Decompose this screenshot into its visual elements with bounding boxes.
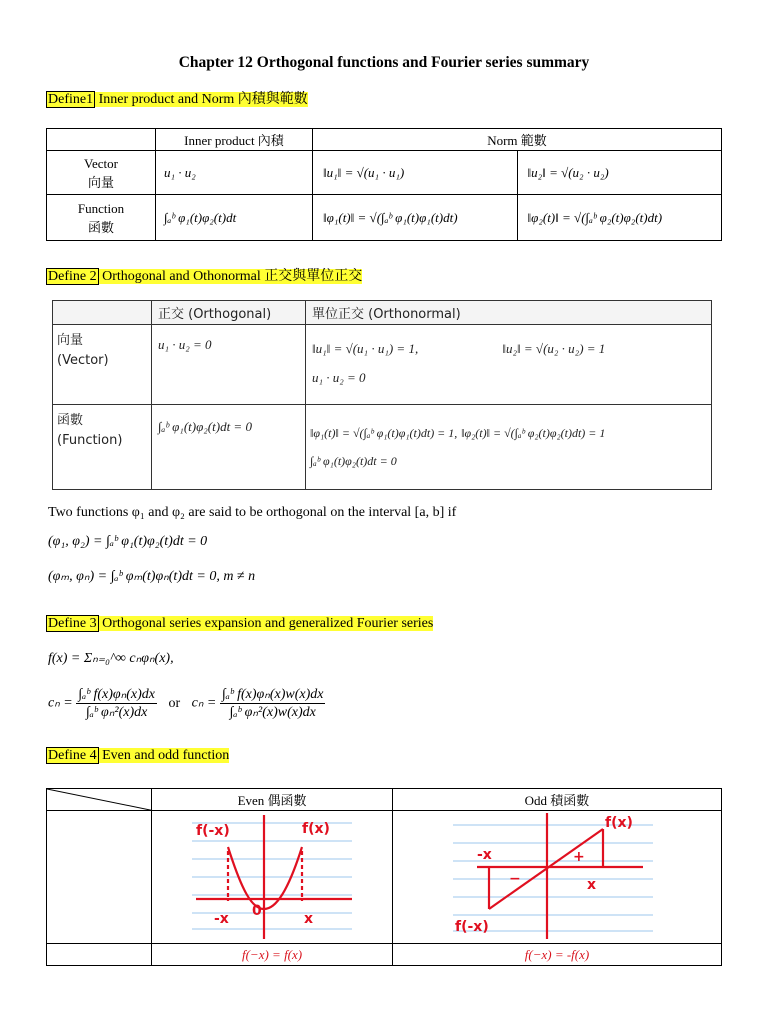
header-orthonormal: 單位正交 (Orthonormal) — [306, 301, 712, 325]
odd-label-minus: − — [509, 871, 521, 887]
define4-text: Even and odd function — [98, 748, 230, 763]
even-odd-table — [46, 788, 722, 966]
row-label-vector: Vector 向量 — [47, 151, 156, 195]
header-odd: Odd 積函數 — [393, 789, 722, 811]
header-even: Even 偶函數 — [152, 789, 393, 811]
even-function-sketch — [152, 811, 390, 939]
odd-label-x: x — [587, 877, 597, 893]
orthogonal-equation-1: (φ₁, φ₂) = ∫ₐᵇ φ₁(t)φ₂(t)dt = 0 — [48, 534, 208, 549]
header-orthogonal: 正交 (Orthogonal) — [152, 301, 306, 325]
row-label-function: Function 函數 — [47, 195, 156, 241]
define4-tag: Define 4 — [48, 748, 97, 763]
odd-label-f-neg-x: f(-x) — [455, 919, 489, 935]
odd-label-f-x: f(x) — [605, 815, 633, 831]
vector-inner-product: u₁ · u₂ — [156, 151, 313, 195]
define2-heading — [46, 265, 362, 285]
odd-sketch-cell — [393, 811, 722, 944]
function-norm-phi1: ‖φ₁(t)‖ = √(∫ₐᵇ φ₁(t)φ₁(t)dt) — [313, 195, 518, 241]
define1-text: Inner product and Norm 內積與範數 — [95, 92, 308, 107]
orthogonal-orthonormal-table — [52, 300, 712, 490]
function-inner-product: ∫ₐᵇ φ₁(t)φ₂(t)dt — [156, 195, 313, 241]
define2-text: Orthogonal and Othonormal 正交與單位正交 — [98, 269, 363, 284]
empty-cell — [47, 944, 152, 966]
even-label-origin: 0 — [252, 903, 262, 919]
define3-heading — [46, 616, 433, 632]
odd-rule: f(−x) = -f(x) — [393, 944, 722, 966]
vector-norm-u1: ‖u₁‖ = √(u₁ · u₁) — [313, 151, 518, 195]
even-label-x: x — [304, 911, 314, 927]
cn-fraction-1: $\frac{\text{∫ₐᵇ f(x)φₙ(x)dx}}{\text{∫ₐᵇ φₙ²(x)dx}}$ — [78, 687, 155, 720]
define2-tag: Define 2 — [48, 269, 97, 284]
corner-cell — [47, 129, 156, 151]
function-orthonormal: ‖φ₁(t)‖ = √(∫ₐᵇ φ₁(t)φ₁(t)dt) = 1, ‖φ₂(t)‖ = √(∫ₐᵇ φ₂(t)φ₂(t)dt) = 1 ∫ₐᵇ φ₁(t)φ₂(t)dt = 0 — [306, 405, 712, 490]
odd-function-sketch — [393, 811, 721, 939]
cn-fraction-2: $\frac{\text{∫ₐᵇ f(x)φₙ(x)w(x)dx}}{\text{∫ₐᵇ φₙ²(x)w(x)dx}}$ — [221, 687, 324, 720]
odd-label-plus: + — [573, 849, 585, 865]
row-label-vector: 向量 (Vector) — [53, 325, 152, 405]
function-orthogonal: ∫ₐᵇ φ₁(t)φ₂(t)dt = 0 — [152, 405, 306, 490]
orthogonal-equation-2: (φₘ, φₙ) = ∫ₐᵇ φₘ(t)φₙ(t)dt = 0, m ≠ n — [48, 569, 256, 584]
define1-heading — [46, 88, 308, 108]
define3-text: Orthogonal series expansion and generalized Fourier series — [98, 616, 434, 631]
coefficient-formulas: cₙ = $\frac{\text{∫ₐᵇ f(x)φₙ(x)dx}}{\text{∫ₐᵇ φₙ²(x)dx}}$ or cₙ = $\frac{\text{∫ₐᵇ f(x)φₙ(x)w(x)dx}}{\text{∫ₐᵇ φₙ²(x)w(x)dx}}$ — [48, 687, 324, 720]
define1-tag: Define1 — [48, 92, 94, 107]
row-label-function: 函數 (Function) — [53, 405, 152, 490]
empty-cell — [47, 811, 152, 944]
vector-orthonormal: ‖u₁‖ = √(u₁ · u₁) = 1, ‖u₂‖ = √(u₂ · u₂) = 1 u₁ · u₂ = 0 — [306, 325, 712, 405]
vector-orthogonal: u₁ · u₂ = 0 — [152, 325, 306, 405]
series-expansion-equation: f(x) = Σₙ₌₀^∞ cₙφₙ(x), — [48, 651, 174, 666]
header-norm: Norm 範數 — [313, 129, 722, 151]
page-title: Chapter 12 Orthogonal functions and Fourier series summary — [178, 54, 590, 71]
function-norm-phi2: ‖φ₂(t)‖ = √(∫ₐᵇ φ₂(t)φ₂(t)dt) — [517, 195, 722, 241]
vector-norm-u2: ‖u₂‖ = √(u₂ · u₂) — [517, 151, 722, 195]
define3-tag: Define 3 — [48, 616, 97, 631]
even-label-f-x: f(x) — [302, 821, 331, 837]
even-rule: f(−x) = f(x) — [152, 944, 393, 966]
odd-label-neg-x: -x — [477, 847, 492, 863]
corner-cell — [53, 301, 152, 325]
diagonal-corner-cell — [47, 789, 152, 811]
define4-heading — [46, 748, 229, 764]
even-label-f-neg-x: f(-x) — [196, 823, 230, 839]
even-label-neg-x: -x — [214, 911, 229, 927]
even-sketch-cell — [152, 811, 393, 944]
header-inner-product: Inner product 內積 — [156, 129, 313, 151]
orthogonal-definition-text: Two functions φ₁ and φ₂ are said to be orthogonal on the interval [a, b] if — [48, 505, 457, 520]
inner-product-norm-table — [46, 128, 722, 241]
